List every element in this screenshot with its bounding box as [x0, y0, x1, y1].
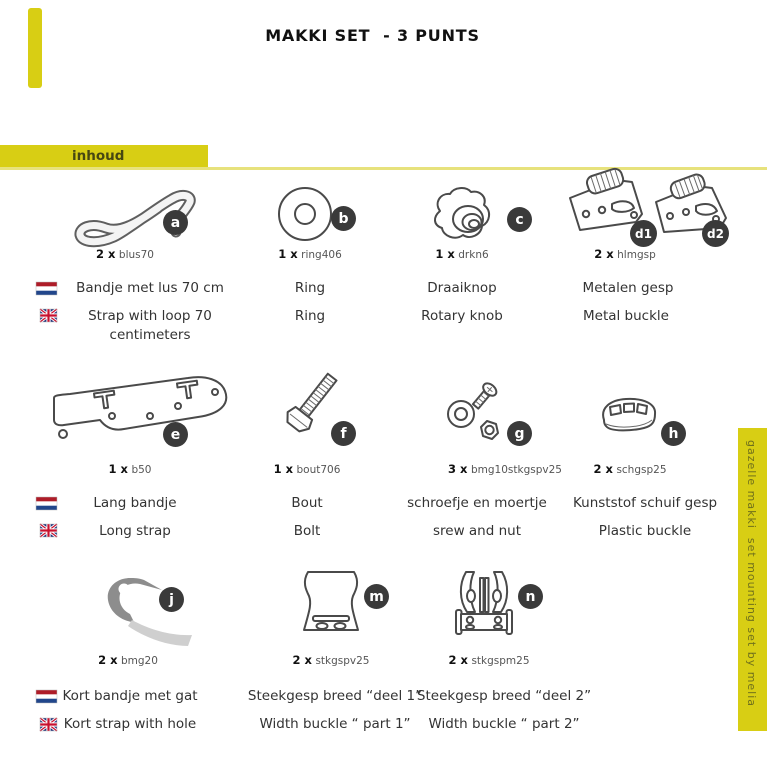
wide-buckle-part2-image	[452, 568, 516, 636]
part-d-qty-code	[555, 247, 695, 261]
part-e-code: b50	[131, 464, 152, 476]
corner-accent-bar	[28, 8, 42, 88]
part-b-label-en: Ring	[294, 308, 326, 324]
part-e-qty-code	[60, 462, 200, 476]
part-f-label-nl: Bout	[291, 495, 323, 511]
part-b-qty: 1 x	[278, 247, 298, 261]
part-e-label-en: Long strap	[99, 523, 171, 539]
part-h-code: schgsp25	[616, 464, 667, 476]
part-f-qty-code	[237, 462, 377, 476]
part-n-code: stkgspm25	[471, 655, 530, 667]
part-h-label-nl: Kunststof schuif gesp	[572, 495, 718, 511]
part-a-qty: 2 x	[95, 247, 116, 261]
part-j-qty-code	[58, 653, 198, 667]
part-d1-badge: d1	[630, 220, 657, 247]
part-f-code: bout706	[296, 464, 341, 476]
part-n-badge: n	[518, 584, 543, 609]
wide-buckle-part1-image	[298, 568, 364, 636]
part-e-qty: 1 x	[108, 462, 128, 476]
part-d-code: hlmgsp	[617, 249, 656, 261]
part-c-qty: 1 x	[435, 247, 455, 261]
part-c-label-en: Rotary knob	[421, 308, 503, 324]
long-strap-image	[48, 370, 233, 448]
part-j-code: bmg20	[121, 655, 158, 667]
part-a-label-nl: Bandje met lus 70 cm	[76, 280, 224, 296]
part-n-qty: 2 x	[448, 653, 468, 667]
part-e-label-nl: Lang bandje	[93, 495, 177, 511]
part-g-qty: 3 x	[448, 462, 468, 476]
part-d-label-nl: Metalen gesp	[582, 280, 674, 296]
part-n-label-en: Width buckle “ part 2”	[428, 716, 580, 732]
part-d-label-en: Metal buckle	[583, 308, 669, 324]
section-header-label: inhoud	[72, 148, 125, 164]
short-strap-hook-image	[100, 576, 200, 646]
part-j-label-nl: Kort bandje met gat	[62, 688, 198, 704]
part-h-qty: 2 x	[593, 462, 613, 476]
part-m-qty-code	[261, 653, 401, 667]
part-j-label-en: Kort strap with hole	[63, 716, 197, 732]
section-header-bar	[0, 145, 208, 167]
part-d2-badge: d2	[702, 220, 729, 247]
part-m-label-en: Width buckle “ part 1”	[259, 716, 411, 732]
part-a-code: blus70	[118, 249, 154, 261]
part-j-qty: 2 x	[98, 653, 118, 667]
part-h-qty-code	[560, 462, 700, 476]
part-c-badge: c	[507, 207, 532, 232]
part-g-badge: g	[507, 421, 532, 446]
strap-with-loop-image	[70, 188, 220, 250]
part-m-code: stkgspv25	[315, 655, 370, 667]
part-b-code: ring406	[301, 249, 342, 261]
part-g-code: bmg10stkgspv25	[470, 464, 562, 476]
screw-washer-nut-image	[445, 384, 509, 442]
part-c-code: drkn6	[458, 249, 489, 261]
part-e-badge: e	[163, 422, 188, 447]
part-g-label-en: srew and nut	[432, 523, 522, 539]
part-a-label-en: Strap with loop 70 centimeters	[88, 308, 212, 343]
part-n-qty-code	[419, 653, 559, 667]
part-a-qty-code	[55, 247, 195, 261]
part-b-badge: b	[331, 206, 356, 231]
part-c-label-nl: Draaiknop	[427, 280, 497, 296]
part-m-badge: m	[364, 584, 389, 609]
part-b-qty-code	[240, 247, 380, 261]
uk-flag-icon	[40, 309, 57, 322]
part-n-label-nl: Steekgesp breed “deel 2”	[416, 688, 592, 704]
sidebar-vertical-label: gazelle makki set mounting set by melia	[745, 440, 758, 708]
part-f-label-en: Bolt	[293, 523, 321, 539]
part-h-label-en: Plastic buckle	[598, 523, 692, 539]
section-divider-line	[0, 167, 767, 170]
part-c-qty-code	[392, 247, 532, 261]
part-f-qty: 1 x	[273, 462, 294, 476]
page-title: MAKKI SET - 3 PUNTS	[265, 26, 480, 45]
part-a-badge: a	[163, 210, 188, 235]
part-g-label-nl: schroefje en moertje	[407, 495, 547, 511]
plastic-buckle-image	[596, 396, 660, 438]
part-d-qty: 2 x	[594, 247, 614, 261]
part-f-badge: f	[331, 421, 356, 446]
part-m-label-nl: Steekgesp breed “deel 1”	[247, 688, 423, 704]
part-h-badge: h	[661, 421, 686, 446]
part-b-label-nl: Ring	[294, 280, 326, 296]
ring-image	[276, 185, 334, 243]
part-m-qty: 2 x	[292, 653, 312, 667]
rotary-knob-image	[428, 185, 494, 243]
part-j-badge: j	[159, 587, 184, 612]
